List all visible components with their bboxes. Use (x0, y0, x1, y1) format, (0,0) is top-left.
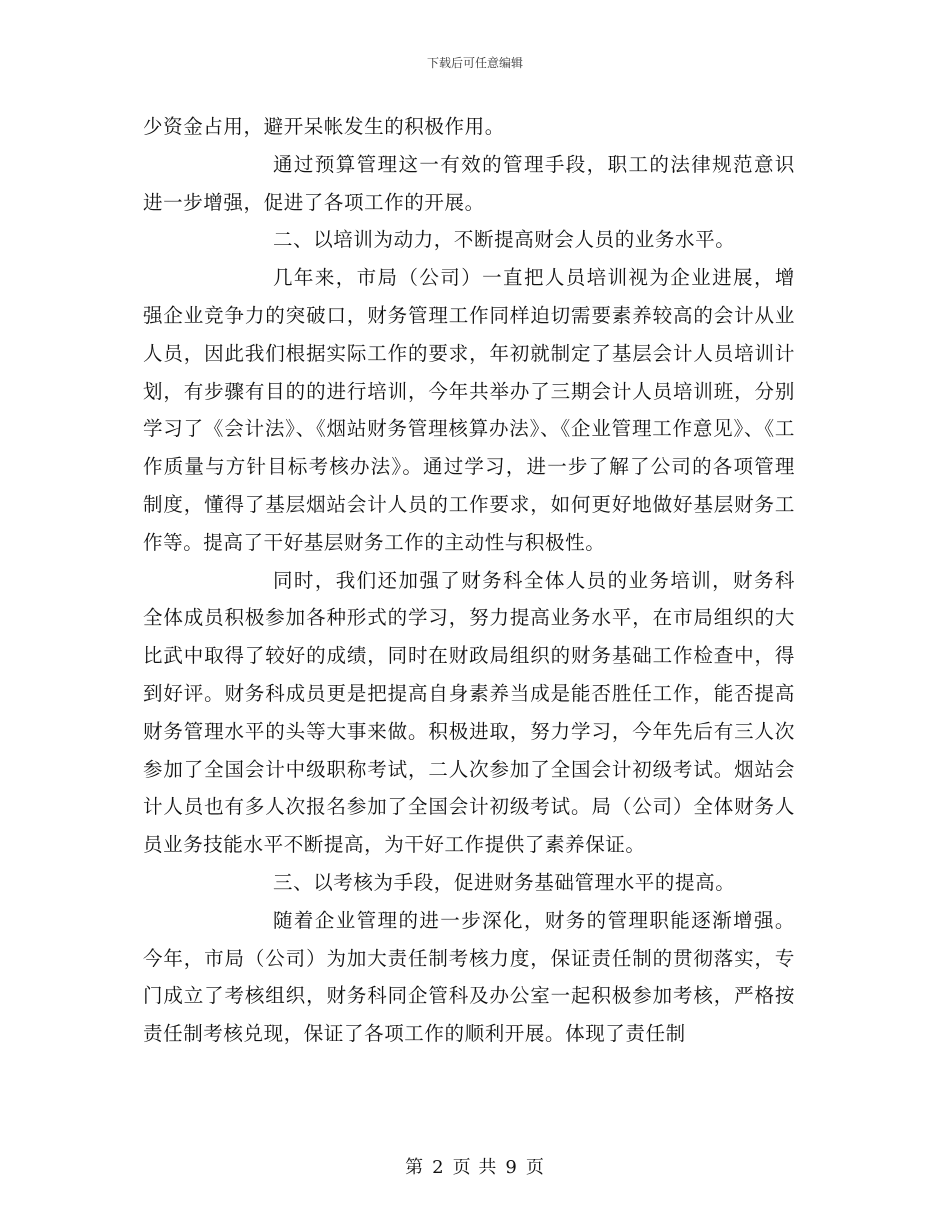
footer-middle: 页 共 (452, 1157, 498, 1178)
section-heading-3: 三、以考核为手段，促进财务基础管理水平的提高。 (273, 870, 736, 894)
document-body (143, 108, 795, 1053)
page-number-footer (0, 1153, 950, 1179)
section-heading-2: 二、以培训为动力，不断提高财会人员的业务水平。 (273, 228, 736, 252)
footer-suffix: 页 (525, 1157, 545, 1178)
paragraph-7: 随着企业管理的进一步深化，财务的管理职能逐渐增强。今年，市局（公司）为加大责任制考核力度，保证责任制的贯彻落实，专门成立了考核组织，财务科同企管科及办公室一起积极参加考核，严格按责任制考核兑现，保证了各项工作的顺利开展。体现了责任制 (143, 908, 795, 1046)
footer-current-page: 2 (432, 1157, 445, 1178)
paragraph-1: 少资金占用，避开呆帐发生的积极作用。 (143, 115, 505, 138)
paragraph-4: 几年来，市局（公司）一直把人员培训视为企业进展，增强企业竞争力的突破口，财务管理工作同样迫切需要素养较高的会计从业人员，因此我们根据实际工作的要求，年初就制定了基层会计人员培训计划，有步骤有目的的进行培训，今年共举办了三期会计人员培训班，分别学习了《会计法》、《烟站财务管理核算办法》、《企业管理工作意见》、《工作质量与方针目标考核办法》。通过学习，进一步了解了公司的各项管理制度，懂得了基层烟站会计人员的工作要求，如何更好地做好基层财务工作等。提高了干好基层财务工作的主动性与积极性。 (143, 266, 795, 554)
footer-total-pages: 9 (505, 1157, 518, 1178)
paragraph-2: 通过预算管理这一有效的管理手段，职工的法律规范意识进一步增强，促进了各项工作的开展。 (143, 152, 795, 214)
footer-prefix: 第 (405, 1157, 425, 1178)
paragraph-5: 同时，我们还加强了财务科全体人员的业务培训，财务科全体成员积极参加各种形式的学习，努力提高业务水平，在市局组织的大比武中取得了较好的成绩，同时在财政局组织的财务基础工作检查中，得到好评。财务科成员更是把提高自身素养当成是能否胜任工作，能否提高财务管理水平的头等大事来做。积极进取，努力学习，今年先后有三人次参加了全国会计中级职称考试，二人次参加了全国会计初级考试。烟站会计人员也有多人次报名参加了全国会计初级考试。局（公司）全体财务人员业务技能水平不断提高，为干好工作提供了素养保证。 (143, 568, 795, 857)
page-header-note: 下载后可任意编辑 (426, 56, 523, 70)
